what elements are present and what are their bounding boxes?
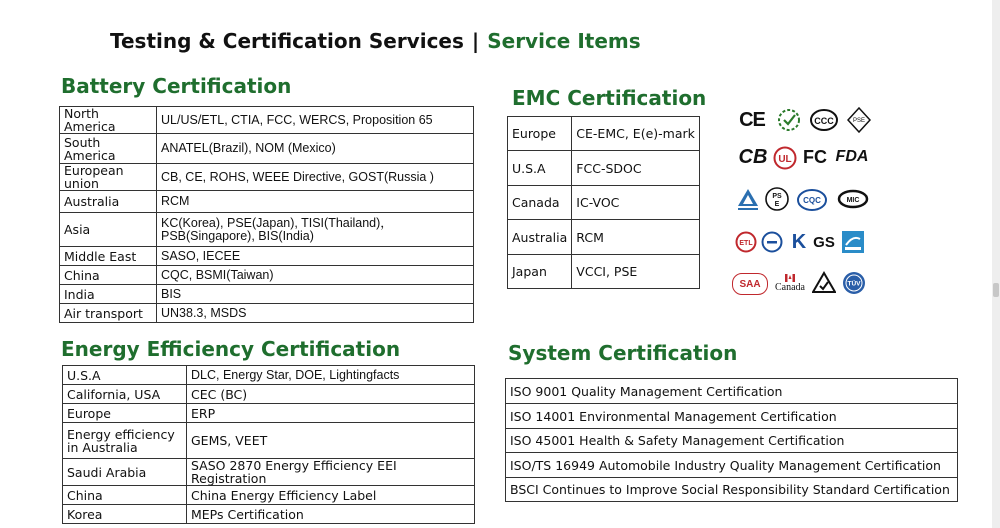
- region-cell: China: [63, 486, 187, 505]
- table-row: [60, 107, 474, 134]
- region-cell: California, USA: [63, 385, 187, 404]
- emc-section-title: EMC Certification: [512, 86, 707, 110]
- certs-cell: CB, CE, ROHS, WEEE Directive, GOST(Russia ): [157, 164, 474, 191]
- certs-cell: ERP: [187, 404, 475, 423]
- battery-table: [59, 106, 474, 323]
- table-row: [60, 213, 474, 247]
- svg-text:CQC: CQC: [803, 196, 821, 205]
- pse-circle-icon: [764, 186, 790, 212]
- system-table: [505, 378, 958, 502]
- certs-cell: SASO 2870 Energy Efficiency EEI Registration: [187, 459, 475, 486]
- vertical-scrollbar[interactable]: [992, 0, 1000, 528]
- region-cell: U.S.A: [508, 151, 572, 186]
- certs-cell: IC-VOC: [572, 186, 700, 220]
- certs-cell: CQC, BSMI(Taiwan): [157, 266, 474, 285]
- etl-mark-icon: [735, 231, 757, 253]
- region-cell: Korea: [63, 505, 187, 524]
- table-row: [508, 220, 700, 255]
- table-row: [63, 385, 475, 404]
- table-row: [508, 255, 700, 289]
- certs-cell: ANATEL(Brazil), NOM (Mexico): [157, 134, 474, 164]
- region-cell: Middle East: [60, 247, 157, 266]
- system-section-title: System Certification: [508, 341, 738, 365]
- certs-cell: CEC (BC): [187, 385, 475, 404]
- fcc-mark-icon: FC: [803, 146, 827, 167]
- energy-star-icon: [842, 231, 864, 253]
- table-row: [60, 191, 474, 213]
- svg-text:CCC: CCC: [814, 116, 834, 126]
- certs-cell: SASO, IECEE: [157, 247, 474, 266]
- energy-table: [62, 365, 475, 524]
- system-cert-cell: ISO/TS 16949 Automobile Industry Quality Management Certification: [506, 453, 958, 478]
- svg-text:MIC: MIC: [846, 197, 860, 204]
- table-row: [60, 304, 474, 323]
- tuv-triangle-icon: [735, 186, 761, 212]
- eac-circle-icon: [761, 231, 783, 253]
- region-cell: South America: [60, 134, 157, 164]
- svg-text:PS: PS: [772, 193, 782, 200]
- certs-cell: UN38.3, MSDS: [157, 304, 474, 323]
- saa-mark-icon: [732, 273, 768, 295]
- china-compulsory-icon: [775, 106, 803, 134]
- table-row: [60, 164, 474, 191]
- page-title-text: Testing & Certification Services: [110, 29, 464, 53]
- table-row: [506, 379, 958, 404]
- table-row: [60, 247, 474, 266]
- table-row: [60, 285, 474, 304]
- certs-cell: RCM: [572, 220, 700, 255]
- certs-cell: FCC-SDOC: [572, 151, 700, 186]
- system-cert-cell: ISO 9001 Quality Management Certification: [506, 379, 958, 404]
- emc-table: [507, 116, 700, 289]
- table-row: [60, 134, 474, 164]
- fda-mark-icon: FDA: [835, 148, 869, 165]
- table-row: [506, 478, 958, 502]
- canada-mark-icon: [771, 270, 809, 296]
- gs-mark-icon: GS: [813, 233, 835, 251]
- region-cell: Europe: [508, 117, 572, 151]
- mic-mark-icon: [836, 187, 870, 211]
- system-cert-cell: ISO 14001 Environmental Management Certification: [506, 404, 958, 429]
- kc-mark-icon: K: [791, 230, 807, 253]
- certs-cell: RCM: [157, 191, 474, 213]
- region-cell: Australia: [508, 220, 572, 255]
- certs-cell: GEMS, VEET: [187, 423, 475, 459]
- svg-text:PSE: PSE: [852, 118, 866, 124]
- table-row: [63, 505, 475, 524]
- title-separator: |: [471, 29, 480, 53]
- region-cell: North America: [60, 107, 157, 134]
- table-row: [63, 459, 475, 486]
- region-cell: Air transport: [60, 304, 157, 323]
- region-cell: U.S.A: [63, 366, 187, 385]
- table-row: [63, 423, 475, 459]
- table-row: [508, 186, 700, 220]
- table-row: [506, 453, 958, 478]
- region-cell: Europe: [63, 404, 187, 423]
- system-cert-cell: ISO 45001 Health & Safety Management Certification: [506, 429, 958, 453]
- canada-text: Canada: [775, 281, 805, 293]
- tuv-text: TÜV: [847, 280, 861, 288]
- region-cell: Japan: [508, 255, 572, 289]
- certs-cell: KC(Korea), PSE(Japan), TISI(Thailand)， PSB(Singapore), BIS(India): [157, 213, 474, 247]
- region-cell: Energy efficiency in Australia: [63, 423, 187, 459]
- region-cell: Canada: [508, 186, 572, 220]
- table-row: [63, 404, 475, 423]
- rcm-triangle-icon: [812, 271, 836, 295]
- page-subtitle: Service Items: [487, 29, 641, 53]
- energy-section-title: Energy Efficiency Certification: [61, 337, 401, 361]
- tuv-circle-icon: [842, 271, 866, 295]
- table-row: [506, 404, 958, 429]
- table-row: [63, 366, 475, 385]
- saa-text: SAA: [739, 278, 761, 290]
- svg-text:UL: UL: [778, 154, 792, 165]
- region-cell: Saudi Arabia: [63, 459, 187, 486]
- certs-cell: BIS: [157, 285, 474, 304]
- table-row: [63, 486, 475, 505]
- certs-cell: UL/US/ETL, CTIA, FCC, WERCS, Proposition 65: [157, 107, 474, 134]
- ul-mark-icon: [773, 146, 797, 170]
- table-row: [506, 429, 958, 453]
- svg-text:ETL: ETL: [739, 240, 753, 247]
- ce-mark-icon: CE: [739, 108, 765, 131]
- certs-cell: VCCI, PSE: [572, 255, 700, 289]
- region-cell: India: [60, 285, 157, 304]
- certs-cell: DLC, Energy Star, DOE, Lightingfacts: [187, 366, 475, 385]
- svg-text:E: E: [774, 201, 780, 208]
- cb-scheme-icon: CB: [738, 145, 768, 168]
- certs-cell: CE-EMC, E(e)-mark: [572, 117, 700, 151]
- certs-cell: China Energy Efficiency Label: [187, 486, 475, 505]
- scrollbar-thumb[interactable]: [993, 283, 999, 297]
- system-cert-cell: BSCI Continues to Improve Social Responsibility Standard Certification: [506, 478, 958, 502]
- region-cell: European union: [60, 164, 157, 191]
- table-row: [508, 117, 700, 151]
- region-cell: China: [60, 266, 157, 285]
- table-row: [60, 266, 474, 285]
- battery-section-title: Battery Certification: [61, 74, 292, 98]
- table-row: [508, 151, 700, 186]
- region-cell: Australia: [60, 191, 157, 213]
- pse-diamond-icon: [847, 107, 871, 133]
- ccc-mark-icon: [809, 108, 839, 132]
- certs-cell: MEPs Certification: [187, 505, 475, 524]
- page-title: [110, 29, 641, 53]
- region-cell: Asia: [60, 213, 157, 247]
- cqc-mark-icon: [796, 188, 828, 212]
